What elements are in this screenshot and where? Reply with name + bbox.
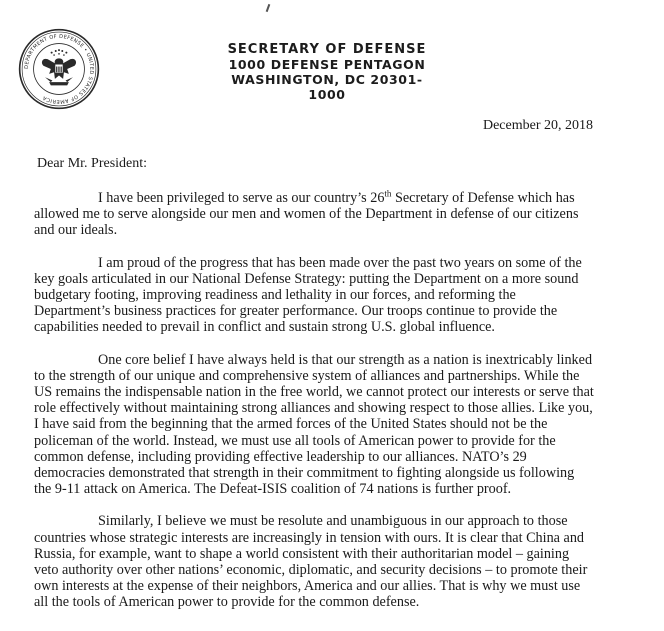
salutation: Dear Mr. President: (37, 156, 148, 171)
letterhead-address: 1000 DEFENSE PENTAGON (228, 57, 426, 72)
department-of-defense-seal-icon (18, 28, 100, 110)
letterhead-title: SECRETARY OF DEFENSE (227, 42, 427, 57)
paragraph-1-text-before: I have been privileged to serve as our country’s 26 (98, 190, 385, 206)
ordinal-suffix: th (384, 188, 392, 199)
paragraph-1-text-after: Secretary of Defense which has allowed me to serve alongside our men and women of the Department in defense of our citizens and our ideals. (34, 190, 579, 239)
scan-mark (266, 4, 271, 12)
svg-text:DEPARTMENT OF DEFENSE • UNITED: DEPARTMENT OF DEFENSE • UNITED STATES OF AMERICA (23, 33, 95, 105)
paragraph-4: Similarly, I believe we must be resolute and unambiguous in our approach to those countries whose strategic interests are increasingly in tension with ours. It is clear that China and Russia, for example, want to shape a world consistent with their authoritarian model – gaining veto authority over other nations’ economic, diplomatic, and security decisions – to promote their own interests at the expense of their neighbors, America and our allies. That is why we must use all the tools of American power to provide for the common defense. (34, 513, 588, 611)
paragraph-2: I am proud of the progress that has been made over the past two years on some of the key goals articulated in our National Defense Strategy: putting the Department on a more sound budgetary footing, improving readiness and lethality in our forces, and reforming the Department’s business practices for greater performance. Our troops continue to provide the capabilities needed to prevail in conflict and sustain strong U.S. global influence. (34, 254, 582, 336)
paragraph-3: One core belief I have always held is that our strength as a nation is inextricably linked to the strength of our unique and comprehensive system of alliances and partnerships. While the US remains the indispensable nation in the free world, we cannot protect our interests or serve that role effectively without maintaining strong alliances and showing respect to those allies. Like you, I have said from the beginning that the armed forces of the United States should not be the policeman of the world. Instead, we must use all tools of American power to provide for the common defense, including providing effective leadership to our alliances. NATO’s 29 democracies demonstrated that strength in their commitment to fighting alongside us following the 9-11 attack on America. The Defeat-ISIS coalition of 74 nations is further proof. (34, 351, 594, 498)
letterhead (222, 42, 432, 102)
letterhead-city: WASHINGTON, DC 20301-1000 (231, 72, 423, 102)
letter-body (34, 190, 594, 627)
letter-date: December 20, 2018 (482, 118, 593, 133)
paragraph-1 (34, 190, 594, 239)
